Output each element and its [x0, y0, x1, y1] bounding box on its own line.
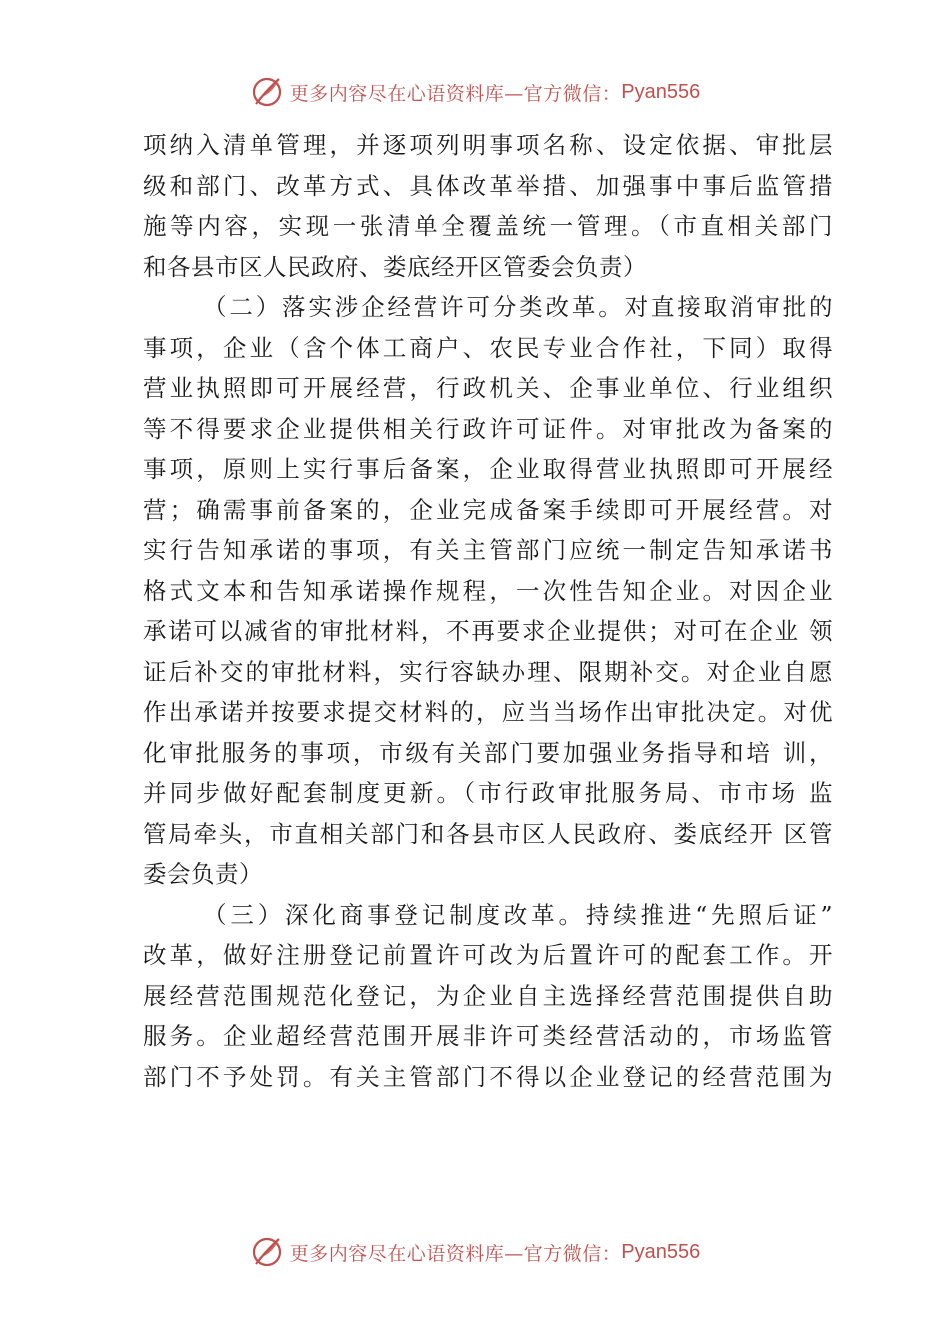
body-line: 并同步做好配套制度更新。（市行政审批服务局、市市场 监	[143, 779, 833, 807]
document-body	[143, 125, 833, 1097]
body-line: 事项，原则上实行事后备案，企业取得营业执照即可开展经	[143, 455, 833, 483]
body-line: 展经营范围规范化登记，为企业自主选择经营范围提供自助	[143, 981, 833, 1010]
body-line: 营；确需事前备案的，企业完成备案手续即可开展经营。对	[143, 495, 833, 524]
watermark-text: 更多内容尽在心语资料库—官方微信：	[289, 1242, 622, 1265]
body-line: 格式文本和告知承诺操作规程，一次性告知企业。对因企业	[143, 576, 833, 605]
body-line: 和各县市区人民政府、娄底经开区管委会负责）	[143, 252, 647, 281]
body-line: 管局牵头，市直相关部门和各县市区人民政府、娄底经开 区管	[143, 819, 833, 848]
watermark-wechat-id: Pyan556	[621, 1240, 701, 1263]
body-line: 项纳入清单管理，并逐项列明事项名称、设定依据、审批层	[143, 131, 833, 159]
body-line: 实行告知承诺的事项，有关主管部门应统一制定告知承诺书	[143, 536, 833, 564]
body-line: 改革，做好注册登记前置许可改为后置许可的配套工作。开	[143, 941, 833, 969]
body-line: 等不得要求企业提供相关行政许可证件。对审批改为备案的	[143, 414, 833, 443]
body-line: 营业执照即可开展经营，行政机关、企事业单位、行业组织	[143, 374, 833, 402]
body-line: 级和部门、改革方式、具体改革举措、加强事中事后监管措	[143, 171, 833, 200]
watermark-text: 更多内容尽在心语资料库—官方微信：	[289, 82, 622, 105]
body-line: 部门不予处罚。有关主管部门不得以企业登记的经营范围为	[143, 1062, 833, 1091]
feather-pen-circle-logo-icon	[250, 1235, 284, 1269]
header-watermark	[0, 72, 950, 112]
body-line: 事项，企业（含个体工商户、农民专业合作社，下同）取得	[143, 333, 833, 362]
section-heading-line: （三）深化商事登记制度改革。持续推进“先照后证”	[203, 900, 833, 929]
section-heading-line: （二）落实涉企经营许可分类改革。对直接取消审批的	[203, 293, 833, 321]
feather-pen-circle-logo-icon	[250, 75, 284, 109]
body-line: 服务。企业超经营范围开展非许可类经营活动的，市场监管	[143, 1022, 833, 1050]
watermark-wechat-id: Pyan556	[621, 80, 701, 103]
body-line: 化审批服务的事项，市级有关部门要加强业务指导和培 训，	[143, 738, 833, 767]
body-line: 委会负责）	[143, 860, 263, 888]
body-line: 证后补交的审批材料，实行容缺办理、限期补交。对企业自愿	[143, 657, 833, 686]
body-line: 承诺可以减省的审批材料，不再要求企业提供；对可在企业 领	[143, 617, 833, 645]
body-line: 作出承诺并按要求提交材料的，应当当场作出审批决定。对优	[143, 698, 833, 726]
footer-watermark	[0, 1232, 950, 1272]
body-line: 施等内容，实现一张清单全覆盖统一管理。（市直相关部门	[143, 212, 833, 240]
